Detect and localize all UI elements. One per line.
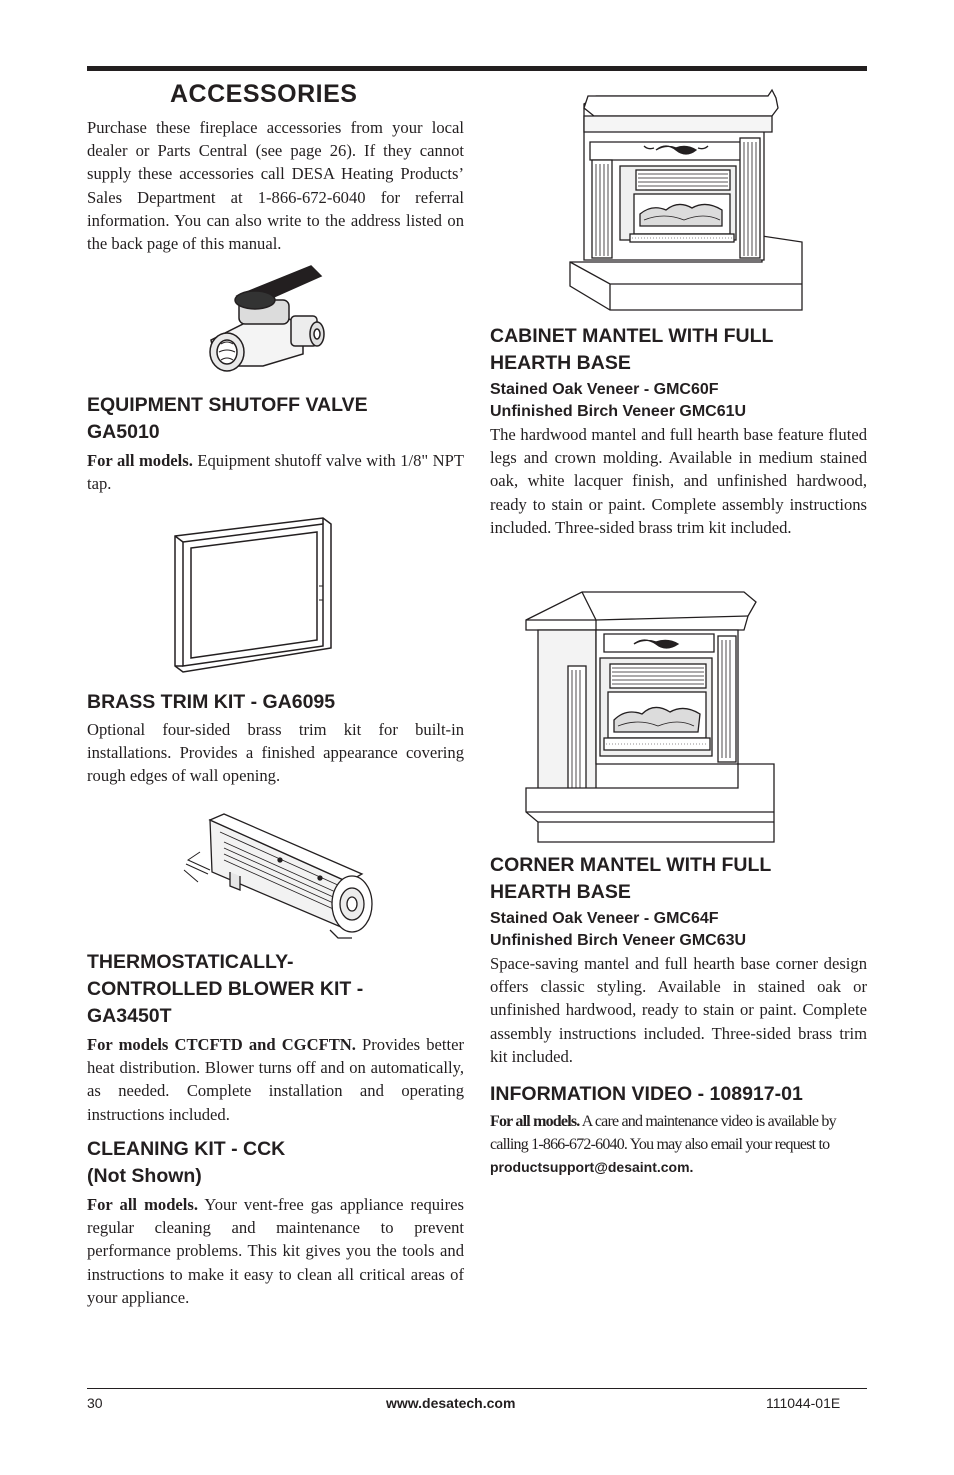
blower-lead: For models CTCFTD and CGCFTN. (87, 1035, 356, 1054)
top-rule (87, 66, 867, 71)
blower-heading-2: CONTROLLED BLOWER KIT - (87, 978, 364, 1000)
valve-section (87, 392, 464, 495)
video-description (490, 1110, 867, 1180)
valve-heading-2: GA5010 (87, 421, 160, 443)
corner-mantel-illustration (524, 586, 780, 846)
valve-lead: For all models. (87, 451, 193, 470)
cabinet-heading-2: HEARTH BASE (490, 352, 631, 374)
page-title: ACCESSORIES (170, 80, 358, 108)
corner-description: Space-saving mantel and full hearth base corner design offers classic styling. Available in stained oak or unfinished hardwood, ready to stain or paint. Complete assembly instructions included. Three-sided brass trim kit included. (490, 954, 867, 1066)
cabinet-section (490, 323, 867, 539)
page-number: 30 (87, 1395, 103, 1411)
brass-trim-kit-illustration (173, 516, 333, 674)
intro-paragraph: Purchase these fireplace accessories from your local dealer or Parts Central (see page 26). If they cannot supply these accessories call DESA Heating Products’ Sales Department at 1-866-672-6040 for referral information. You can also write to the address listed on the back page of this manual. (87, 118, 464, 254)
bottom-rule (87, 1388, 867, 1389)
corner-section (490, 852, 867, 1068)
cabinet-heading-1: CABINET MANTEL WITH FULL (490, 325, 774, 347)
blower-section (87, 949, 464, 1126)
website: www.desatech.com (386, 1395, 516, 1411)
valve-heading-1: EQUIPMENT SHUTOFF VALVE (87, 394, 368, 416)
trim-section (87, 689, 464, 788)
blower-text: Provides better heat distribution. Blower turns off and on automatically, as needed. Complete installation and operating instructions included. (87, 1035, 464, 1124)
blower-kit-illustration (180, 812, 376, 942)
cabinet-sub-1: Stained Oak Veneer - GMC60F (490, 381, 719, 398)
corner-sub-2: Unfinished Birch Veneer GMC63U (490, 932, 747, 949)
cleaning-section (87, 1136, 464, 1309)
shutoff-valve-illustration (203, 262, 333, 374)
doc-number: 111044-01E (766, 1395, 841, 1411)
cabinet-sub-2: Unfinished Birch Veneer GMC61U (490, 403, 747, 420)
valve-text: Equipment shutoff valve with 1/8" NPT tap. (87, 451, 464, 494)
cleaning-heading-1: CLEANING KIT - CCK (87, 1138, 286, 1160)
cabinet-description: The hardwood mantel and full hearth base feature fluted legs and crown molding. Available in medium stained oak, white lacquer finish, and unfinished hardwood, ready to stain or paint. Complete assembly instructions included. Three-sided brass trim kit included. (490, 425, 867, 537)
valve-description (87, 449, 464, 495)
blower-heading-3: GA3450T (87, 1005, 172, 1027)
corner-sub-1: Stained Oak Veneer - GMC64F (490, 910, 719, 927)
cleaning-heading-2: (Not Shown) (87, 1165, 202, 1187)
cabinet-mantel-illustration (566, 86, 806, 314)
blower-heading-1: THERMOSTATICALLY- (87, 951, 294, 973)
cleaning-lead: For all models. (87, 1195, 199, 1214)
video-email: productsupport@desaint.com. (490, 1159, 694, 1176)
video-section (490, 1081, 867, 1180)
corner-heading-1: CORNER MANTEL WITH FULL (490, 854, 772, 876)
video-lead: For all models. (490, 1113, 580, 1130)
trim-description: Optional four-sided brass trim kit for built-in installations. Provides a finished appearance covering rough edges of wall opening. (87, 720, 464, 786)
blower-description (87, 1033, 464, 1126)
video-text: A care and maintenance video is available by calling 1-866-672-6040. You may also email your request to (490, 1113, 836, 1154)
video-heading: INFORMATION VIDEO - 108917-01 (490, 1083, 803, 1105)
cleaning-text: Your vent-free gas appliance requires regular cleaning and maintenance to prevent performance problems. This kit gives you the tools and instructions to make it easy to clean all critical areas of your appliance. (87, 1195, 464, 1307)
corner-heading-2: HEARTH BASE (490, 881, 631, 903)
trim-heading: BRASS TRIM KIT - GA6095 (87, 691, 336, 713)
cleaning-description (87, 1193, 464, 1309)
